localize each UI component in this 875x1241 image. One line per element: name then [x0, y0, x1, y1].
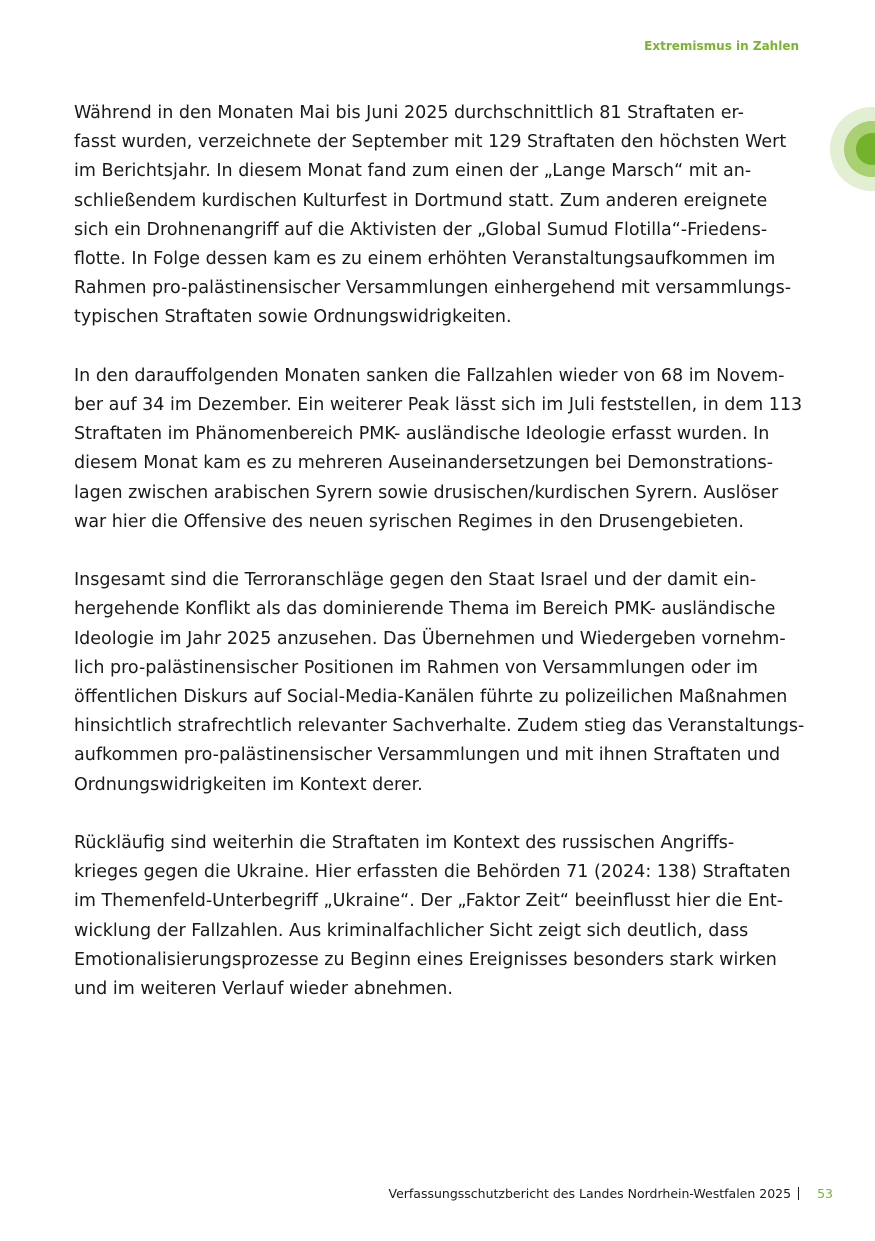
- text-line: Ordnungswidrigkeiten im Kontext derer.: [74, 774, 423, 795]
- text-line: Rückläufig sind weiterhin die Straftaten im Kontext des russischen Angriffs-: [74, 833, 735, 854]
- text-line: und im weiteren Verlauf wieder abnehmen.: [74, 979, 453, 1000]
- text-line: krieges gegen die Ukraine. Hier erfassten die Behörden 71 (2024: 138) Straftaten: [74, 862, 791, 883]
- text-line: typischen Straftaten sowie Ordnungswidrigkeiten.: [74, 307, 512, 328]
- text-line: Emotionalisierungsprozesse zu Beginn eines Ereignisses besonders stark wirken: [74, 949, 777, 970]
- text-line: Insgesamt sind die Terroranschläge gegen den Staat Israel und der damit ein-: [74, 570, 757, 591]
- decorative-circle-icon: [830, 107, 875, 191]
- text-line: öffentlichen Diskurs auf Social-Media-Kanälen führte zu polizeilichen Maßnahmen: [74, 687, 788, 708]
- text-line: aufkommen pro-palästinensischer Versammlungen und mit ihnen Straftaten und: [74, 745, 781, 766]
- footer-divider: [798, 1187, 799, 1200]
- page-number: 53: [817, 1186, 833, 1201]
- text-line: In den darauffolgenden Monaten sanken die Fallzahlen wieder von 68 im Novem-: [74, 365, 785, 386]
- text-line: wicklung der Fallzahlen. Aus kriminalfachlicher Sicht zeigt sich deutlich, dass: [74, 920, 749, 941]
- text-line: fasst wurden, verzeichnete der September mit 129 Straftaten den höchsten Wert: [74, 132, 787, 153]
- text-line: ber auf 34 im Dezember. Ein weiterer Peak lässt sich im Juli feststellen, in dem 113: [74, 395, 803, 416]
- paragraph: [74, 99, 804, 333]
- text-line: diesem Monat kam es zu mehreren Auseinandersetzungen bei Demonstrations-: [74, 453, 774, 474]
- text-line: lagen zwischen arabischen Syrern sowie drusischen/kurdischen Syrern. Auslöser: [74, 482, 779, 503]
- body-text: [74, 99, 804, 1033]
- text-line: Während in den Monaten Mai bis Juni 2025 durchschnittlich 81 Straftaten er-: [74, 103, 744, 123]
- publication-title: Verfassungsschutzbericht des Landes Nordrhein-Westfalen 2025: [388, 1186, 792, 1201]
- text-line: im Themenfeld-Unterbegriff „Ukraine“. Der „Faktor Zeit“ beeinflusst hier die Ent-: [74, 891, 784, 912]
- text-line: Ideologie im Jahr 2025 anzusehen. Das Übernehmen und Wiedergeben vornehm-: [74, 628, 786, 649]
- page-footer: [388, 1186, 833, 1201]
- paragraph: [74, 362, 804, 537]
- paragraph: [74, 829, 804, 1004]
- text-line: lich pro-palästinensischer Positionen im Rahmen von Versammlungen oder im: [74, 657, 758, 678]
- text-line: Rahmen pro-palästinensischer Versammlungen einhergehend mit versammlungs-: [74, 278, 792, 299]
- text-line: war hier die Offensive des neuen syrischen Regimes in den Drusengebieten.: [74, 511, 744, 532]
- text-line: hinsichtlich strafrechtlich relevanter Sachverhalte. Zudem stieg das Veranstaltungs-: [74, 716, 805, 737]
- text-line: flotte. In Folge dessen kam es zu einem erhöhten Veranstaltungsaufkommen im: [74, 249, 776, 270]
- paragraph: [74, 566, 804, 800]
- text-line: schließendem kurdischen Kulturfest in Dortmund statt. Zum anderen ereignete: [74, 190, 768, 211]
- text-line: hergehende Konflikt als das dominierende Thema im Bereich PMK- ausländische: [74, 599, 776, 620]
- text-line: im Berichtsjahr. In diesem Monat fand zum einen der „Lange Marsch“ mit an-: [74, 161, 752, 182]
- text-line: sich ein Drohnenangriff auf die Aktivisten der „Global Sumud Flotilla“-Friedens-: [74, 219, 768, 240]
- text-line: Straftaten im Phänomenbereich PMK- ausländische Ideologie erfasst wurden. In: [74, 424, 770, 445]
- section-title: Extremismus in Zahlen: [644, 39, 799, 53]
